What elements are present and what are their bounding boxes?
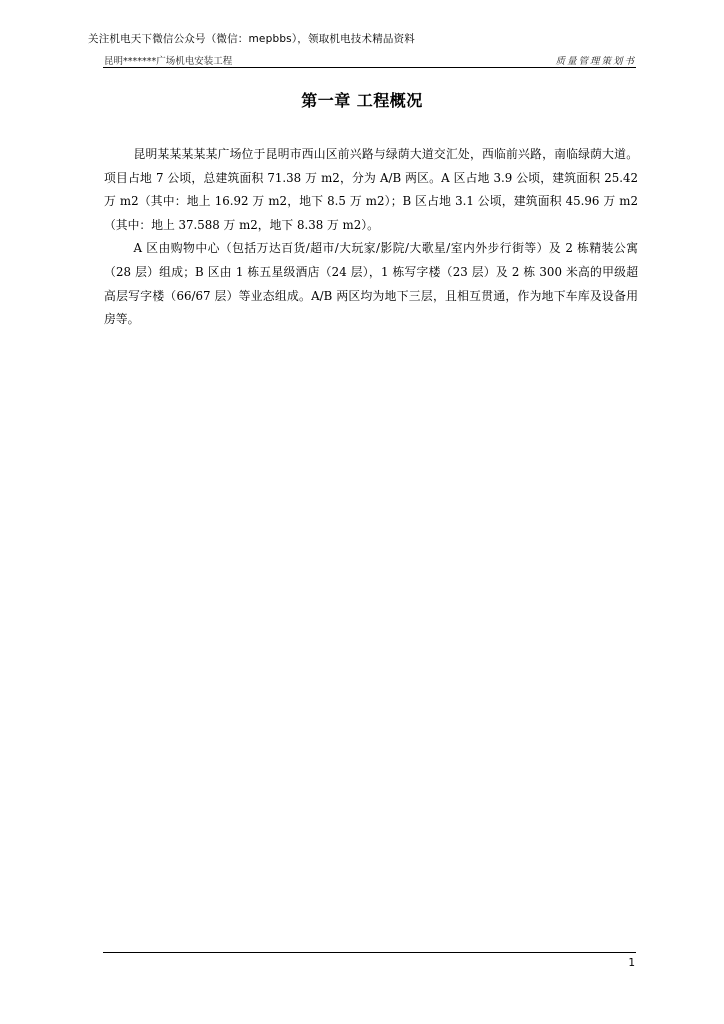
- body-text: [104, 143, 638, 332]
- page-number: 1: [628, 957, 635, 969]
- header-divider: [103, 67, 636, 68]
- footer-divider: [103, 952, 636, 953]
- watermark-text: 关注机电天下微信公众号（微信：mepbbs），领取机电技术精品资料: [88, 33, 416, 45]
- paragraph-overview: 昆明某某某某某广场位于昆明市西山区前兴路与绿荫大道交汇处，西临前兴路，南临绿荫大道。项目占地 7 公顷，总建筑面积 71.38 万 m2，分为 A/B 两区。A 区占地 3.9 公顷，建筑面积 25.42 万 m2（其中：地上 16.92 万 m2，地下 8.5 万 m2）；B 区占地 3.1 公顷，建筑面积 45.96 万 m2（其中：地上 37.588 万 m2，地下 8.38 万 m2）。: [104, 147, 638, 232]
- header-document-type: 质量管理策划书: [555, 56, 636, 67]
- paragraph-zones: A 区由购物中心（包括万达百货/超市/大玩家/影院/大歌星/室内外步行街等）及 2 栋精装公寓（28 层）组成；B 区由 1 栋五星级酒店（24 层），1 栋写字楼（23 层）及 2 栋 300 米高的甲级超高层写字楼（66/67 层）等业态组成。A/B 两区均为地下三层，且相互贯通，作为地下车库及设备用房等。: [104, 241, 638, 327]
- header-project-name: 昆明*******广场机电安装工程: [104, 56, 233, 67]
- chapter-title: 第一章 工程概况: [301, 91, 423, 110]
